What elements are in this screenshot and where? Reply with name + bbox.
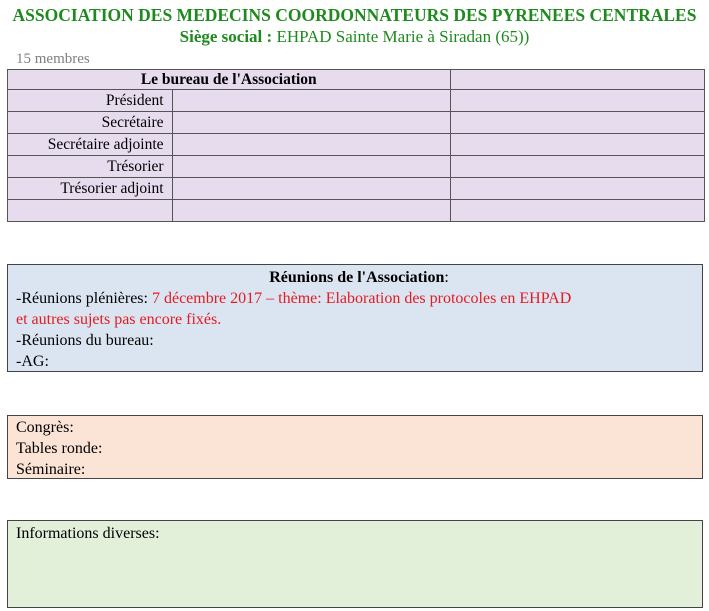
role-label: Trésorier adjoint: [8, 178, 173, 200]
member-count: 15 membres: [16, 51, 90, 67]
role-label: Trésorier: [8, 156, 173, 178]
table-row: [8, 200, 705, 222]
role-label: Président: [8, 90, 173, 112]
association-title: ASSOCIATION DES MEDECINS COORDONNATEURS DES PYRENEES CENTRALES: [12, 5, 697, 25]
seminaire-label: Séminaire:: [16, 461, 86, 478]
infos-label: Informations diverses:: [16, 525, 160, 542]
bureau-header-row: [8, 70, 705, 90]
bureau-header-empty-cell[interactable]: [450, 70, 705, 90]
plenieres-line: [16, 288, 702, 309]
plenieres-label: -Réunions plénières:: [16, 290, 152, 307]
table-row: [8, 90, 705, 112]
table-row: [8, 134, 705, 156]
role-label: Secrétaire adjointe: [8, 134, 173, 156]
table-row: [8, 112, 705, 134]
reunions-box: [7, 264, 703, 372]
role-name-cell[interactable]: [172, 200, 450, 222]
events-box: [7, 415, 703, 479]
bureau-meetings-label: -Réunions du bureau:: [16, 332, 154, 349]
role-label: Secrétaire: [8, 112, 173, 134]
table-row: [8, 178, 705, 200]
bureau-table: [7, 69, 705, 222]
bureau-header: Le bureau de l'Association: [8, 70, 451, 90]
role-name-cell[interactable]: [172, 178, 450, 200]
role-name-cell[interactable]: [172, 134, 450, 156]
reunions-title-suffix: :: [444, 269, 449, 286]
role-extra-cell[interactable]: [450, 90, 705, 112]
seat-value: EHPAD Sainte Marie à Siradan (65)): [272, 27, 530, 46]
role-label: [8, 200, 173, 222]
plenieres-value-continued: et autres sujets pas encore fixés.: [16, 311, 222, 328]
role-name-cell[interactable]: [172, 90, 450, 112]
seat-label: Siège social :: [179, 27, 273, 46]
role-extra-cell[interactable]: [450, 156, 705, 178]
role-extra-cell[interactable]: [450, 178, 705, 200]
congres-label: Congrès:: [16, 419, 74, 436]
seat-line: [0, 27, 709, 47]
plenieres-value: 7 décembre 2017 – thème: Elaboration des protocoles en EHPAD: [151, 290, 572, 307]
table-row: [8, 156, 705, 178]
infos-box: [7, 520, 703, 608]
role-name-cell[interactable]: [172, 112, 450, 134]
reunions-heading: [16, 267, 702, 288]
role-name-cell[interactable]: [172, 156, 450, 178]
reunions-title: Réunions de l'Association: [269, 269, 445, 286]
tables-rondes-label: Tables ronde:: [16, 440, 103, 457]
ag-label: -AG:: [16, 353, 49, 370]
role-extra-cell[interactable]: [450, 112, 705, 134]
role-extra-cell[interactable]: [450, 134, 705, 156]
role-extra-cell[interactable]: [450, 200, 705, 222]
